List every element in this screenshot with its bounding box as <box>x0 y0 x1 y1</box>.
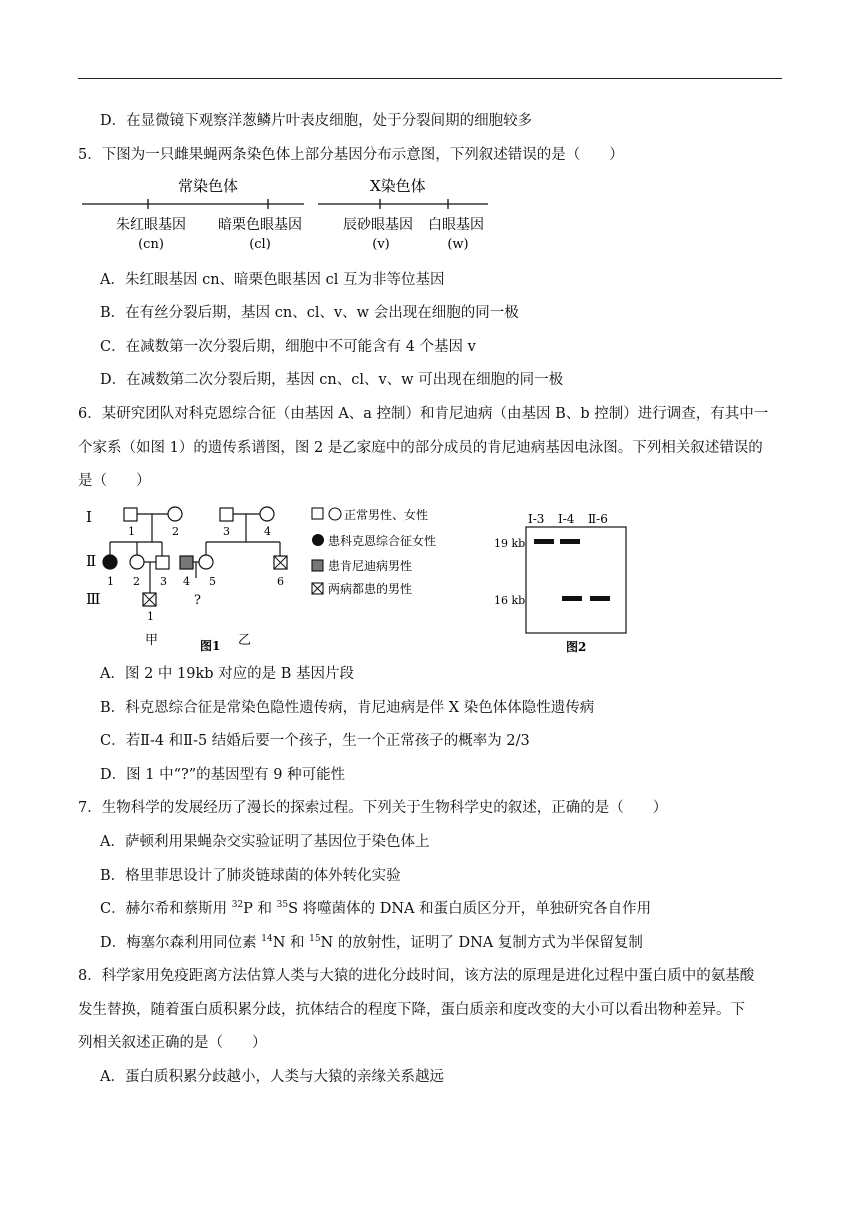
q8-option-a: A．蛋白质积累分歧越小，人类与大猿的亲缘关系越远 <box>100 1069 444 1085</box>
gene-name-w: 白眼基因 <box>428 217 484 233</box>
ii-6-number: 6 <box>277 575 284 588</box>
legend-normal-female-icon <box>329 508 341 520</box>
q5-option-c: C．在减数第一次分裂后期，细胞中不可能含有 4 个基因 v <box>100 339 476 355</box>
ii-2-normal-female <box>130 555 144 569</box>
i-1-number: 1 <box>128 525 135 538</box>
ii-1-number: 1 <box>107 575 114 588</box>
legend-both-diseases: 两病都患的男性 <box>328 582 413 596</box>
ii-2-number: 2 <box>133 575 140 588</box>
q6-stem-line3: 是（ ） <box>78 473 151 489</box>
ii-3-number: 3 <box>160 575 167 588</box>
generation-2-label: Ⅱ <box>86 552 97 570</box>
electrophoresis-figure <box>490 505 660 655</box>
band-i4-19kb <box>560 539 580 544</box>
q6-option-a: A．图 2 中 19kb 对应的是 B 基因片段 <box>100 666 355 682</box>
header-rule <box>78 78 782 79</box>
lane-label-i4: Ⅰ-4 <box>558 512 575 526</box>
q6-stem-line1: 6．某研究团队对科克恩综合征（由基因 A、a 控制）和肯尼迪病（由基因 B、b 控制）进行调查，有其中一 <box>78 406 769 422</box>
i-2-normal-female <box>168 507 182 521</box>
q7-stem: 7．生物科学的发展经历了漫长的探索过程。下列关于生物科学史的叙述，正确的是（ ） <box>78 800 668 816</box>
q5-option-b: B．在有丝分裂后期，基因 cn、cl、v、w 会出现在细胞的同一极 <box>100 305 519 321</box>
band-i4-16kb <box>562 596 582 601</box>
i-3-number: 3 <box>223 525 230 538</box>
ii-4-number: 4 <box>183 575 190 588</box>
gene-name-cn: 朱红眼基因 <box>116 217 186 233</box>
gene-name-cl: 暗栗色眼基因 <box>218 217 302 233</box>
q8-stem-line3: 列相关叙述正确的是（ ） <box>78 1035 267 1051</box>
q6-option-c: C．若Ⅱ-4 和Ⅱ-5 结婚后要一个孩子，生一个正常孩子的概率为 2/3 <box>100 733 530 749</box>
lane-label-i3: Ⅰ-3 <box>528 512 545 526</box>
q8-stem-line2: 发生替换，随着蛋白质积累分歧，抗体结合的程度下降，蛋白质亲和度改变的大小可以看出物种差异。下 <box>78 1002 745 1018</box>
gene-symbol-v: (v) <box>372 237 390 252</box>
family-a-label: 甲 <box>145 633 159 648</box>
q6-option-b: B．科克恩综合征是常染色隐性遗传病，肯尼迪病是伴 X 染色体体隐性遗传病 <box>100 700 595 716</box>
band-label-16kb: 16 kb <box>494 594 526 607</box>
gene-name-v: 辰砂眼基因 <box>343 217 413 233</box>
pedigree-figure <box>80 498 460 658</box>
i-4-number: 4 <box>264 525 271 538</box>
q5-option-d: D．在减数第二次分裂后期，基因 cn、cl、v、w 可出现在细胞的同一极 <box>100 372 564 388</box>
q7-option-b: B．格里菲思设计了肺炎链球菌的体外转化实验 <box>100 868 401 884</box>
q7-option-a: A．萨顿利用果蝇杂交实验证明了基因位于染色体上 <box>100 834 430 850</box>
ii-4-kennedy-male <box>180 556 193 569</box>
figure-1-caption: 图1 <box>200 639 221 653</box>
legend-cockayne-female: 患科克恩综合征女性 <box>328 534 437 548</box>
ii-5-normal-female <box>199 555 213 569</box>
gene-symbol-w: (w) <box>447 237 469 252</box>
lane-label-ii6: Ⅱ-6 <box>588 512 608 526</box>
gene-symbol-cl: (cl) <box>249 237 271 252</box>
ii-1-affected-female <box>103 555 117 569</box>
legend-normal: 正常男性、女性 <box>344 508 429 522</box>
i-3-normal-male <box>220 508 233 521</box>
gene-symbol-cn: (cn) <box>138 237 164 252</box>
generation-1-label: Ⅰ <box>86 508 92 526</box>
band-i3-19kb <box>534 539 554 544</box>
band-label-19kb: 19 kb <box>494 537 526 550</box>
i-4-normal-female <box>260 507 274 521</box>
family-b-label: 乙 <box>238 633 252 648</box>
ii-5-number: 5 <box>209 575 216 588</box>
generation-3-label: Ⅲ <box>86 590 101 608</box>
figure-2-caption: 图2 <box>566 640 587 654</box>
q4-option-d: D．在显微镜下观察洋葱鳞片叶表皮细胞，处于分裂间期的细胞较多 <box>100 113 533 129</box>
legend-kennedy-male-icon <box>312 560 323 571</box>
xchrom-label: X染色体 <box>370 177 426 195</box>
q5-stem: 5．下图为一只雌果蝇两条染色体上部分基因分布示意图，下列叙述错误的是（ ） <box>78 147 624 163</box>
unknown-child-mark: ? <box>194 593 201 608</box>
iii-1-number: 1 <box>147 610 154 623</box>
q7-option-d: D．梅塞尔森利用同位素 $^{14}$N 和 $^{15}$N 的放射性，证明了 DNA 复制方式为半保留复制 <box>100 934 643 951</box>
q5-option-a: A．朱红眼基因 cn、暗栗色眼基因 cl 互为非等位基因 <box>100 272 445 288</box>
band-ii6-16kb <box>590 596 610 601</box>
q6-option-d: D．图 1 中“?”的基因型有 9 种可能性 <box>100 767 346 783</box>
legend-cockayne-female-icon <box>312 534 324 546</box>
q8-stem-line1: 8．科学家用免疫距离方法估算人类与大猿的进化分歧时间，该方法的原理是进化过程中蛋白质中的氨基酸 <box>78 968 755 984</box>
legend-normal-male-icon <box>312 508 323 519</box>
q6-stem-line2: 个家系（如图 1）的遗传系谱图，图 2 是乙家庭中的部分成员的肯尼迪病基因电泳图。下列相关叙述错误的 <box>78 440 763 456</box>
q7-option-c: C．赫尔希和蔡斯用 $^{32}$P 和 $^{35}$S 将噬菌体的 DNA 和蛋白质区分开，单独研究各自作用 <box>100 900 652 917</box>
i-2-number: 2 <box>172 525 179 538</box>
ii-3-normal-male <box>156 556 169 569</box>
autosome-label: 常染色体 <box>178 177 239 195</box>
i-1-normal-male <box>124 508 137 521</box>
chromosome-figure <box>78 172 518 254</box>
legend-kennedy-male: 患肯尼迪病男性 <box>328 559 413 573</box>
